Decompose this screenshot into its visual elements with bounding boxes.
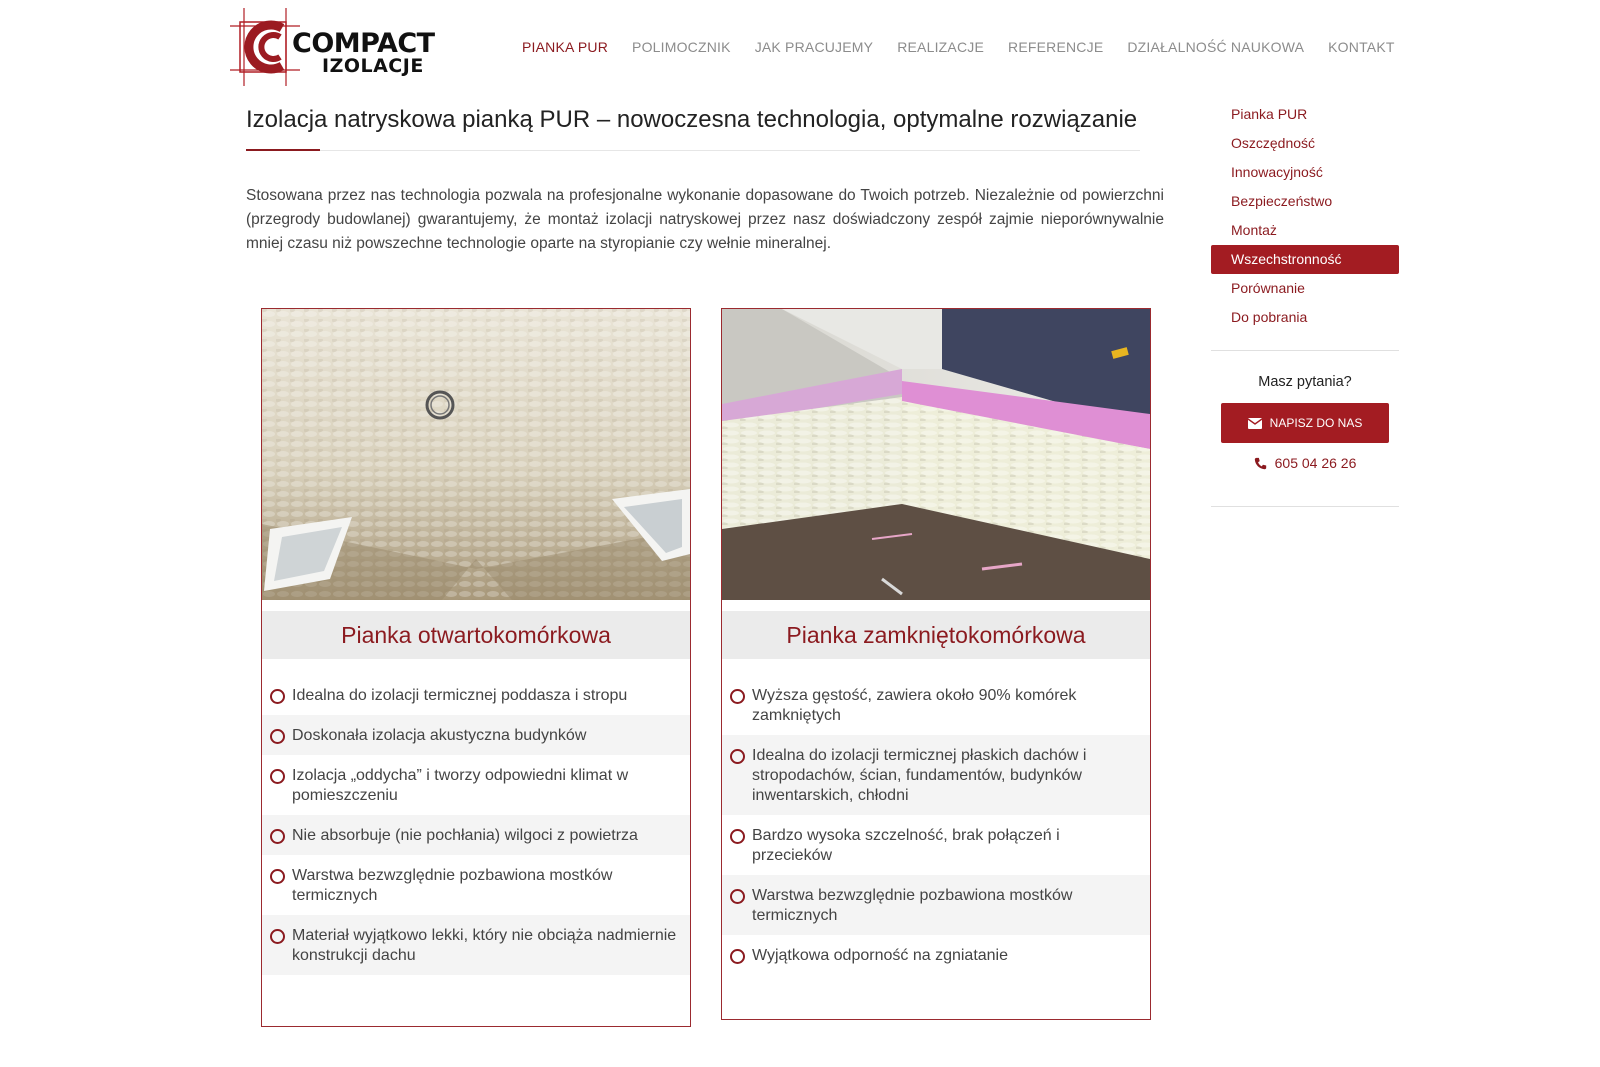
card-title-closed-cell: Pianka zamkniętokomórkowa <box>722 611 1150 659</box>
sidebar-navigation <box>1211 100 1399 332</box>
phone-number: 605 04 26 26 <box>1274 455 1357 471</box>
circle-bullet-icon <box>270 689 285 704</box>
title-divider-accent <box>246 149 320 151</box>
sidebar-divider <box>1211 506 1399 507</box>
circle-bullet-icon <box>270 729 285 744</box>
circle-bullet-icon <box>730 689 745 704</box>
feature-text: Izolacja „oddycha” i tworzy odpowiedni klimat w pomieszczeniu <box>292 767 629 804</box>
sidebar-item-innowacyjnosc[interactable]: Innowacyjność <box>1231 164 1323 180</box>
feature-list-closed-cell <box>722 675 1150 975</box>
sidebar-item-oszczednosc[interactable]: Oszczędność <box>1231 135 1316 151</box>
nav-polimocznik[interactable]: POLIMOCZNIK <box>632 39 731 55</box>
feature-text: Materiał wyjątkowo lekki, który nie obciąża nadmiernie konstrukcji dachu <box>292 927 677 964</box>
logo-text-izolacje: IZOLACJE <box>322 55 424 77</box>
sidebar-item-do-pobrania[interactable]: Do pobrania <box>1231 309 1308 325</box>
nav-pianka-pur[interactable]: PIANKA PUR <box>522 39 609 55</box>
feature-item <box>262 815 690 855</box>
circle-bullet-icon <box>730 829 745 844</box>
feature-text: Warstwa bezwzględnie pozbawiona mostków termicznych <box>752 887 1073 924</box>
nav-jak-pracujemy[interactable]: JAK PRACUJEMY <box>754 39 874 55</box>
title-divider <box>246 150 1140 151</box>
logo-text-compact: COMPACT <box>292 28 435 59</box>
sidebar-item-bezpieczenstwo[interactable]: Bezpieczeństwo <box>1231 193 1333 209</box>
feature-item <box>722 675 1150 735</box>
feature-text: Idealna do izolacji termicznej płaskich dachów i stropodachów, ścian, fundamentów, budynków inwentarskich, chłodni <box>752 747 1087 804</box>
sidebar-item-pianka-pur[interactable]: Pianka PUR <box>1231 106 1308 122</box>
card-open-cell-foam <box>261 308 691 1027</box>
feature-text: Bardzo wysoka szczelność, brak połączeń i przecieków <box>752 827 1060 864</box>
circle-bullet-icon <box>730 949 745 964</box>
feature-item <box>262 915 690 975</box>
contact-us-button-label: NAPISZ DO NAS <box>1269 416 1363 430</box>
nav-referencje[interactable]: REFERENCJE <box>1008 39 1104 55</box>
feature-item <box>262 755 690 815</box>
feature-item <box>262 855 690 915</box>
phone-contact[interactable] <box>1211 455 1399 471</box>
closed-cell-foam-photo <box>722 309 1150 600</box>
feature-item <box>722 735 1150 815</box>
phone-icon <box>1254 457 1267 470</box>
card-closed-cell-foam <box>721 308 1151 1020</box>
circle-bullet-icon <box>730 749 745 764</box>
nav-kontakt[interactable]: KONTAKT <box>1328 39 1395 55</box>
feature-text: Wyjątkowa odporność na zgniatanie <box>752 947 1009 964</box>
feature-item <box>262 675 690 715</box>
feature-list-open-cell <box>262 675 690 975</box>
feature-item <box>722 875 1150 935</box>
sidebar-divider <box>1211 350 1399 351</box>
feature-item <box>722 815 1150 875</box>
feature-item <box>722 935 1150 975</box>
envelope-icon <box>1248 418 1262 429</box>
open-cell-foam-photo <box>262 309 690 600</box>
circle-bullet-icon <box>270 829 285 844</box>
logo-mark-icon <box>230 8 300 86</box>
contact-question: Masz pytania? <box>1258 374 1352 390</box>
page-title: Izolacja natryskowa pianką PUR – nowoczesna technologia, optymalne rozwiązanie <box>246 106 1138 133</box>
circle-bullet-icon <box>270 929 285 944</box>
main-navigation <box>522 39 1419 55</box>
site-logo[interactable] <box>230 8 445 88</box>
feature-text: Idealna do izolacji termicznej poddasza i stropu <box>292 687 628 704</box>
intro-paragraph: Stosowana przez nas technologia pozwala na profesjonalne wykonanie dopasowane do Twoich potrzeb. Niezależnie od powierzchni (przegrody budowlanej) gwarantujemy, że montaż izolacji natryskowej przez nasz doświadczony zespół zajmie nieporównywalnie mniej czasu niż powszechne technologie oparte na styropianie czy wełnie mineralnej. <box>246 187 1164 252</box>
feature-text: Wyższa gęstość, zawiera około 90% komórek zamkniętych <box>752 687 1077 724</box>
nav-realizacje[interactable]: REALIZACJE <box>897 39 985 55</box>
feature-item <box>262 715 690 755</box>
feature-text: Doskonała izolacja akustyczna budynków <box>292 727 587 744</box>
feature-text: Nie absorbuje (nie pochłania) wilgoci z powietrza <box>292 827 638 844</box>
circle-bullet-icon <box>730 889 745 904</box>
card-title-open-cell: Pianka otwartokomórkowa <box>262 611 690 659</box>
circle-bullet-icon <box>270 869 285 884</box>
contact-us-button[interactable] <box>1221 403 1389 443</box>
nav-dzialalnosc-naukowa[interactable]: DZIAŁALNOŚĆ NAUKOWA <box>1127 39 1305 55</box>
circle-bullet-icon <box>270 769 285 784</box>
sidebar-item-wszechstronnosc[interactable]: Wszechstronność <box>1211 245 1399 274</box>
sidebar-item-porownanie[interactable]: Porównanie <box>1231 280 1305 296</box>
site-header <box>0 0 1600 95</box>
sidebar-item-montaz[interactable]: Montaż <box>1231 222 1277 238</box>
feature-text: Warstwa bezwzględnie pozbawiona mostków termicznych <box>292 867 613 904</box>
